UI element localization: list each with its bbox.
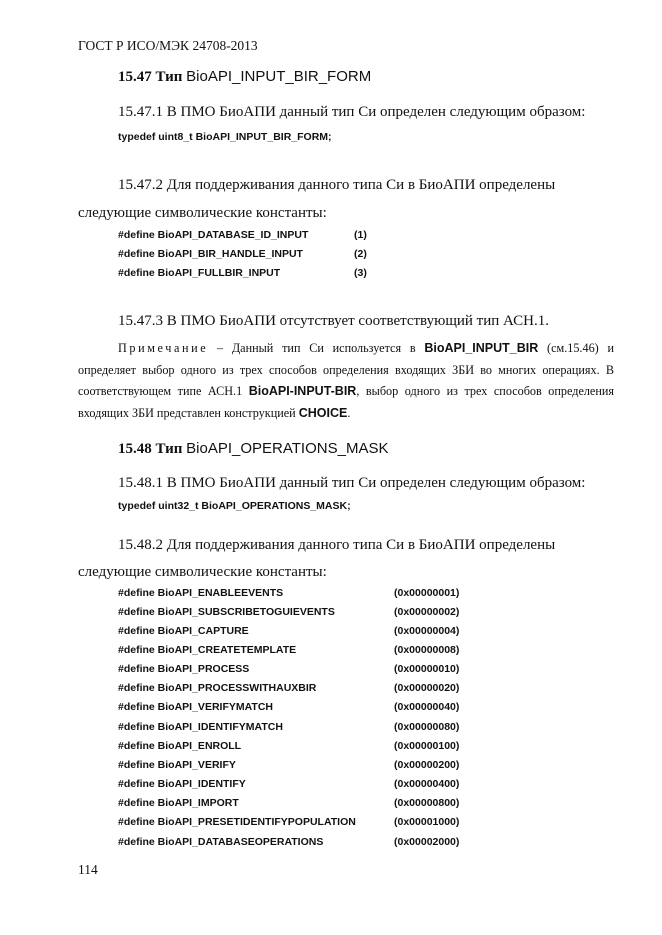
constant-name: #define BioAPI_IMPORT <box>118 797 239 809</box>
constant-name: #define BioAPI_IDENTIFYMATCH <box>118 721 283 733</box>
constant-value: (2) <box>354 248 367 260</box>
constant-name: #define BioAPI_DATABASE_ID_INPUT <box>118 229 309 241</box>
note-block <box>78 338 614 424</box>
section-15-48-heading <box>118 440 388 458</box>
constant-name: #define BioAPI_DATABASEOPERATIONS <box>118 836 324 848</box>
note-asn1-ref: BioAPI-INPUT-BIR <box>248 384 357 398</box>
typedef-code: typedef uint8_t BioAPI_INPUT_BIR_FORM; <box>118 131 332 143</box>
constant-value: (0x00000040) <box>394 701 460 713</box>
paragraph-15-47-2-line1: 15.47.2 Для поддерживания данного типа Си в БиоАПИ определены <box>118 177 556 193</box>
note-text: – Данный тип Си используется в <box>208 341 425 355</box>
constant-name: #define BioAPI_PROCESS <box>118 663 250 675</box>
constant-value: (0x00000001) <box>394 587 460 599</box>
note-text: (см.15.46) и определяет выбор одного из трех способов определения входящих ЗБИ во многих операциях. В соответствующем типе АСН.1 <box>78 341 615 398</box>
constant-name: #define BioAPI_SUBSCRIBETOGUIEVENTS <box>118 606 335 618</box>
section-number: 15.47 Тип <box>118 69 183 85</box>
constant-value: (0x00000100) <box>394 740 460 752</box>
constant-name: #define BioAPI_FULLBIR_INPUT <box>118 267 281 279</box>
page-number: 114 <box>78 862 98 877</box>
paragraph-15-48-1: 15.48.1 В ПМО БиоАПИ данный тип Си определен следующим образом: <box>118 475 586 491</box>
constant-name: #define BioAPI_ENABLEEVENTS <box>118 587 284 599</box>
constant-value: (0x00000008) <box>394 644 460 656</box>
type-name: BioAPI_INPUT_BIR_FORM <box>186 68 372 85</box>
constant-value: (0x00000002) <box>394 606 460 618</box>
constant-value: (0x00000004) <box>394 625 460 637</box>
constant-value: (0x00000020) <box>394 682 460 694</box>
running-header: ГОСТ Р ИСО/МЭК 24708-2013 <box>78 38 258 53</box>
type-name: BioAPI_OPERATIONS_MASK <box>186 440 389 457</box>
constant-value: (0x00001000) <box>394 816 460 828</box>
note-choice-ref: CHOICE <box>298 405 348 420</box>
constant-name: #define BioAPI_ENROLL <box>118 740 242 752</box>
constant-name: #define BioAPI_PROCESSWITHAUXBIR <box>118 682 317 694</box>
paragraph-15-48-2-line2: следующие символические константы: <box>78 564 327 580</box>
typedef-code: typedef uint32_t BioAPI_OPERATIONS_MASK; <box>118 500 351 512</box>
constant-name: #define BioAPI_CREATETEMPLATE <box>118 644 297 656</box>
constant-value: (3) <box>354 267 367 279</box>
note-type-ref: BioAPI_INPUT_BIR <box>424 341 539 355</box>
paragraph-15-47-3: 15.47.3 В ПМО БиоАПИ отсутствует соответствующий тип АСН.1. <box>118 313 549 329</box>
constant-name: #define BioAPI_IDENTIFY <box>118 778 246 790</box>
constant-value: (0x00000080) <box>394 721 460 733</box>
constant-value: (0x00000200) <box>394 759 460 771</box>
paragraph-15-47-2-line2: следующие символические константы: <box>78 205 327 221</box>
paragraph-15-47-1: 15.47.1 В ПМО БиоАПИ данный тип Си определен следующим образом: <box>118 104 586 120</box>
note-text: . <box>347 405 351 420</box>
constant-name: #define BioAPI_VERIFY <box>118 759 236 771</box>
section-15-47-heading <box>118 68 371 86</box>
note-label: Примечание <box>118 341 209 355</box>
constant-value: (0x00000010) <box>394 663 460 675</box>
constant-name: #define BioAPI_VERIFYMATCH <box>118 701 273 713</box>
section-number: 15.48 Тип <box>118 441 183 457</box>
constant-name: #define BioAPI_PRESETIDENTIFYPOPULATION <box>118 816 356 828</box>
constant-value: (0x00000400) <box>394 778 460 790</box>
paragraph-15-48-2-line1: 15.48.2 Для поддерживания данного типа Си в БиоАПИ определены <box>118 537 556 553</box>
constant-value: (0x00000800) <box>394 797 460 809</box>
constant-value: (1) <box>354 229 367 241</box>
constant-name: #define BioAPI_CAPTURE <box>118 625 249 637</box>
constant-value: (0x00002000) <box>394 836 460 848</box>
note-text: , выбор одного из трех способов определения входящих ЗБИ представлен конструкцией <box>78 384 614 420</box>
constant-name: #define BioAPI_BIR_HANDLE_INPUT <box>118 248 303 260</box>
